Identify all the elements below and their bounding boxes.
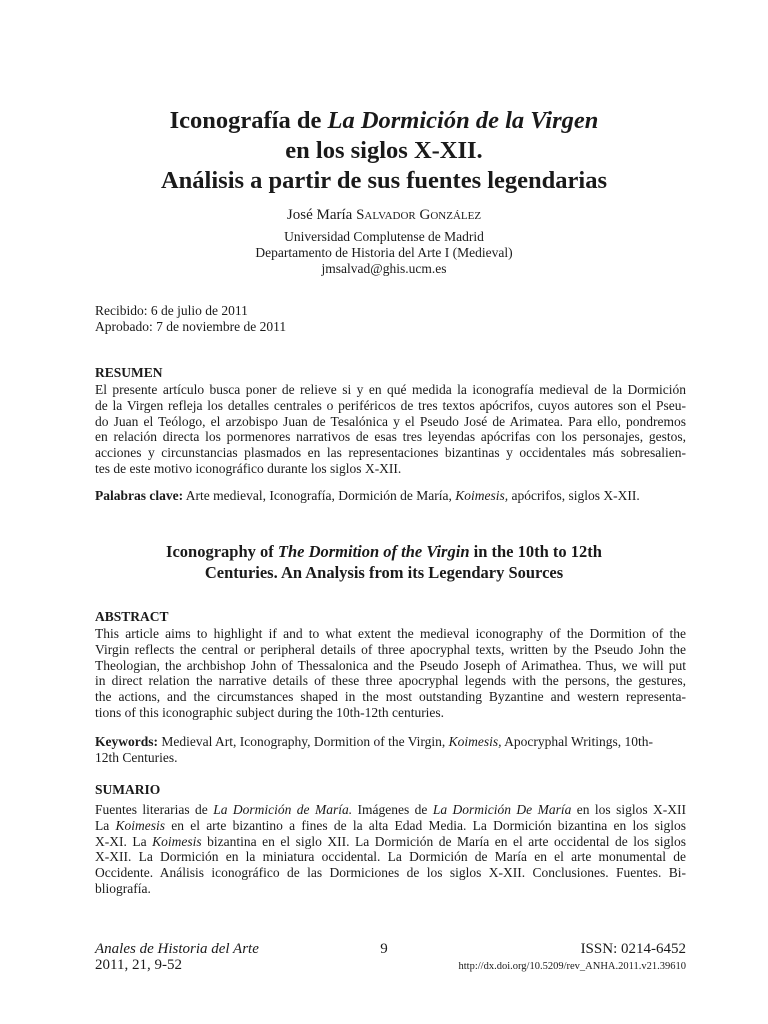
abstract-line: the actions, and the circumstances shaped in the most outstanding Byzantine and western representa- — [95, 689, 686, 705]
article-title — [0, 106, 768, 196]
resumen-line: do Juan el Teólogo, el arzobispo Juan de Tesalónica y el Pseudo José de Arimatea. Para ello, pondremos — [95, 413, 686, 429]
issn: ISSN: 0214-6452 — [580, 941, 686, 957]
abstract-line: Virgin reflects the central or peripheral details of three apocryphal texts, written by the Pseudo John the — [95, 641, 686, 657]
resumen-line: El presente artículo busca poner de relieve si y en qué medida la iconografía medieval de la Dormición — [95, 382, 686, 397]
department: Departamento de Historia del Arte I (Medieval) — [255, 245, 513, 260]
title-line-3: Análisis a partir de sus fuentes legendarias — [160, 167, 608, 194]
abstract-body — [95, 626, 686, 721]
resumen-line: de la Virgen refleja los detalles centrales o periféricos de tres textos apócrifos, cuyos autores son el Pseu- — [95, 397, 686, 413]
abstract-line: Theologian, the archbishop John of Thessalonica and the Pseudo Joseph of Arimathea. Thus, we will put — [95, 657, 686, 673]
sumario-line: La Koimesis en el arte bizantino a fines de la alta Edad Media. La Dormición bizantina en los siglos — [95, 817, 686, 833]
resumen-heading: RESUMEN — [95, 365, 163, 380]
sumario-line: Fuentes literarias de La Dormición de María. Imágenes de La Dormición De María en los siglos X-XII — [95, 802, 686, 817]
sumario-line: X-XI. La Koimesis bizantina en el siglo XII. La Dormición de María en el arte occidental de los siglos — [95, 833, 686, 849]
english-title-line-2: Centuries. An Analysis from its Legendary Sources — [204, 563, 564, 582]
keywords: Keywords: Medieval Art, Iconography, Dormition of the Virgin, Koimesis, Apocryphal Writings, 10th- 12th Centuries. — [95, 734, 653, 765]
abstract-line: This article aims to highlight if and to what extent the medieval iconography of the Dormition of the — [95, 626, 686, 641]
author-affiliation — [0, 229, 768, 277]
title-line-1: Iconografía de La Dormición de la Virgen — [169, 107, 599, 134]
resumen-line: tes de este motivo iconográfico durante los siglos X-XII. — [95, 460, 402, 476]
sumario-line: X-XII. La Dormición en la miniatura occidental. La Dormición de María en el arte monumental de — [95, 849, 686, 865]
abstract-heading: ABSTRACT — [95, 609, 169, 624]
sumario-heading: SUMARIO — [95, 782, 161, 797]
footer-identifiers — [459, 941, 687, 975]
resumen-body — [95, 382, 686, 477]
sumario-line: bliografía. — [95, 880, 151, 896]
received-date: Recibido: 6 de julio de 2011 — [95, 303, 248, 318]
doi-link[interactable]: http://dx.doi.org/10.5209/rev_ANHA.2011.v21.39610 — [458, 961, 686, 972]
sumario-line: Occidente. Análisis iconográfico de las Dormiciones de los siglos X-XII. Conclusiones. Fuentes. Bi- — [95, 865, 686, 881]
palabras-clave: Palabras clave: Arte medieval, Iconografía, Dormición de María, Koimesis, apócrifos, siglos X-XII. — [95, 488, 640, 503]
resumen-line: en relación directa los pormenores narrativos de esas tres leyendas apócrifas con los personajes, gestos, — [95, 429, 686, 445]
university: Universidad Complutense de Madrid — [284, 229, 484, 244]
title-line-2: en los siglos X-XII. — [285, 137, 483, 164]
approved-date: Aprobado: 7 de noviembre de 2011 — [95, 319, 287, 334]
sumario-body — [95, 802, 686, 897]
resumen-line: acciones y circunstancias plasmados en las representaciones bizantinas y occidentales más sobresalien- — [95, 445, 686, 461]
english-title-line-1: Iconography of The Dormition of the Virgin in the 10th to 12th — [166, 542, 602, 561]
abstract-line: in direct relation the narrative details of these three apocryphal legends with the persons, the gestures, — [95, 673, 686, 689]
page-number: 9 — [380, 941, 388, 957]
submission-dates — [95, 303, 286, 335]
abstract-line: tions of this iconographic subject during the 10th-12th centuries. — [95, 704, 445, 720]
journal-volume: 2011, 21, 9-52 — [95, 957, 182, 973]
title-italic: La Dormición de la Virgen — [327, 107, 599, 134]
author-email[interactable]: jmsalvad@ghis.ucm.es — [321, 261, 447, 276]
author-name: José María Salvador González — [286, 207, 482, 223]
journal-name: Anales de Historia del Arte — [95, 941, 259, 957]
english-title — [0, 541, 768, 583]
